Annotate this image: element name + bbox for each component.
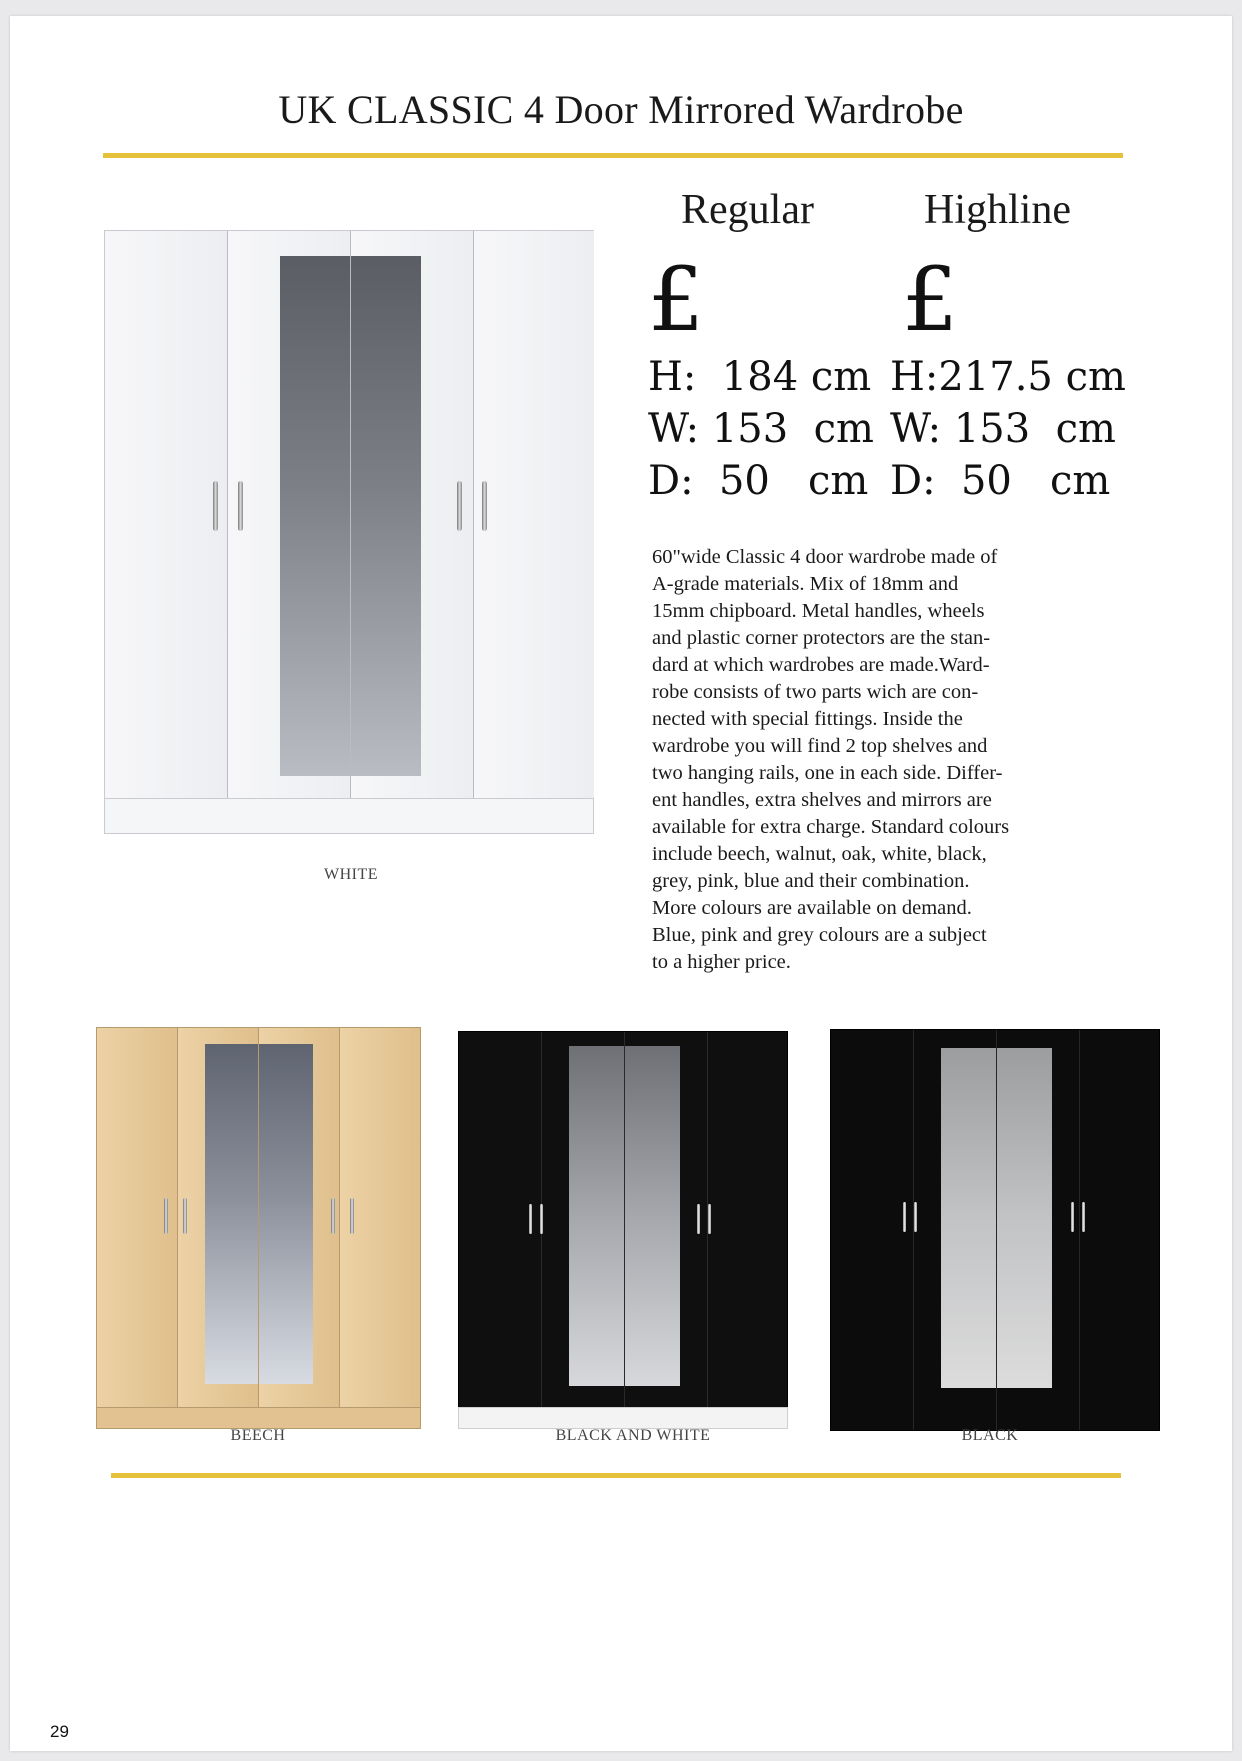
door-handle <box>708 1204 711 1234</box>
bottom-divider <box>111 1473 1121 1478</box>
caption-beech: BEECH <box>230 1427 286 1444</box>
description-line: robe consists of two parts wich are con- <box>652 681 979 703</box>
mirror-panel <box>259 1044 313 1384</box>
description-line: Blue, pink and grey colours are a subject <box>652 924 987 946</box>
description-line: nected with special fittings. Inside the <box>652 708 963 730</box>
top-divider <box>103 153 1123 158</box>
mirror-panel <box>280 256 350 776</box>
wardrobe-plinth <box>96 1407 421 1429</box>
catalogue-page <box>10 16 1232 1751</box>
mirror-panel <box>569 1046 624 1386</box>
highline-heading: Highline <box>924 187 1071 233</box>
description-line: grey, pink, blue and their combination. <box>652 870 970 892</box>
wardrobe-door <box>474 231 594 801</box>
door-handle <box>350 1198 354 1234</box>
mirror-panel <box>625 1046 680 1386</box>
caption-black-and-white: BLACK AND WHITE <box>555 1427 711 1444</box>
regular-price-symbol: £ <box>648 248 704 351</box>
highline-width: W: 153 cm <box>890 406 1116 452</box>
door-handle <box>183 1198 187 1234</box>
door-handle <box>697 1204 700 1234</box>
product-description <box>652 544 1122 976</box>
description-line: include beech, walnut, oak, white, black, <box>652 843 987 865</box>
description-line: two hanging rails, one in each side. Differ- <box>652 762 1003 784</box>
caption-white: WHITE <box>323 866 379 883</box>
description-line: dard at which wardrobes are made.Ward- <box>652 654 990 676</box>
description-line: ent handles, extra shelves and mirrors are <box>652 789 992 811</box>
page-number: 29 <box>50 1722 69 1741</box>
door-handle <box>331 1198 335 1234</box>
door-handle <box>903 1202 906 1232</box>
door-handle <box>914 1202 917 1232</box>
door-handle <box>482 481 487 531</box>
door-handle <box>540 1204 543 1234</box>
description-line: wardrobe you will find 2 top shelves and <box>652 735 988 757</box>
wardrobe-body <box>830 1029 1160 1431</box>
mirror-panel <box>351 256 421 776</box>
wardrobe-body <box>104 230 594 802</box>
page-title: UK CLASSIC 4 Door Mirrored Wardrobe <box>278 87 964 132</box>
wardrobe-black-and-white-image <box>458 1031 788 1429</box>
door-handle <box>1082 1202 1085 1232</box>
door-handle <box>457 481 462 531</box>
door-handle <box>164 1198 168 1234</box>
description-line: and plastic corner protectors are the stan- <box>652 627 991 649</box>
door-handle <box>238 481 243 531</box>
description-line: 60"wide Classic 4 door wardrobe made of <box>652 546 998 568</box>
description-line: A-grade materials. Mix of 18mm and <box>652 573 959 595</box>
wardrobe-body <box>458 1031 788 1411</box>
wardrobe-door <box>831 1030 914 1430</box>
wardrobe-plinth <box>458 1407 788 1429</box>
description-line: 15mm chipboard. Metal handles, wheels <box>652 600 985 622</box>
highline-depth: D: 50 cm <box>890 458 1111 504</box>
mirror-panel <box>941 1048 996 1388</box>
mirror-panel <box>205 1044 258 1384</box>
mirror-panel <box>997 1048 1052 1388</box>
wardrobe-beech-image <box>96 1027 421 1429</box>
description-line: to a higher price. <box>652 951 791 973</box>
door-handle <box>213 481 218 531</box>
wardrobe-black-image <box>830 1029 1160 1429</box>
highline-price-symbol: £ <box>902 248 958 351</box>
regular-height: H: 184 cm <box>648 354 872 400</box>
wardrobe-plinth <box>104 798 594 834</box>
door-handle <box>1071 1202 1074 1232</box>
wardrobe-door <box>105 231 228 801</box>
wardrobe-door <box>708 1032 787 1410</box>
regular-width: W: 153 cm <box>648 406 874 452</box>
description-line: More colours are available on demand. <box>652 897 972 919</box>
regular-heading: Regular <box>681 187 814 233</box>
wardrobe-white-image <box>104 230 594 834</box>
highline-height: H:217.5 cm <box>890 354 1126 400</box>
caption-black: BLACK <box>961 1427 1019 1444</box>
wardrobe-body <box>96 1027 421 1411</box>
door-handle <box>529 1204 532 1234</box>
description-line: available for extra charge. Standard colours <box>652 816 1010 838</box>
regular-depth: D: 50 cm <box>648 458 869 504</box>
wardrobe-door <box>1080 1030 1159 1430</box>
